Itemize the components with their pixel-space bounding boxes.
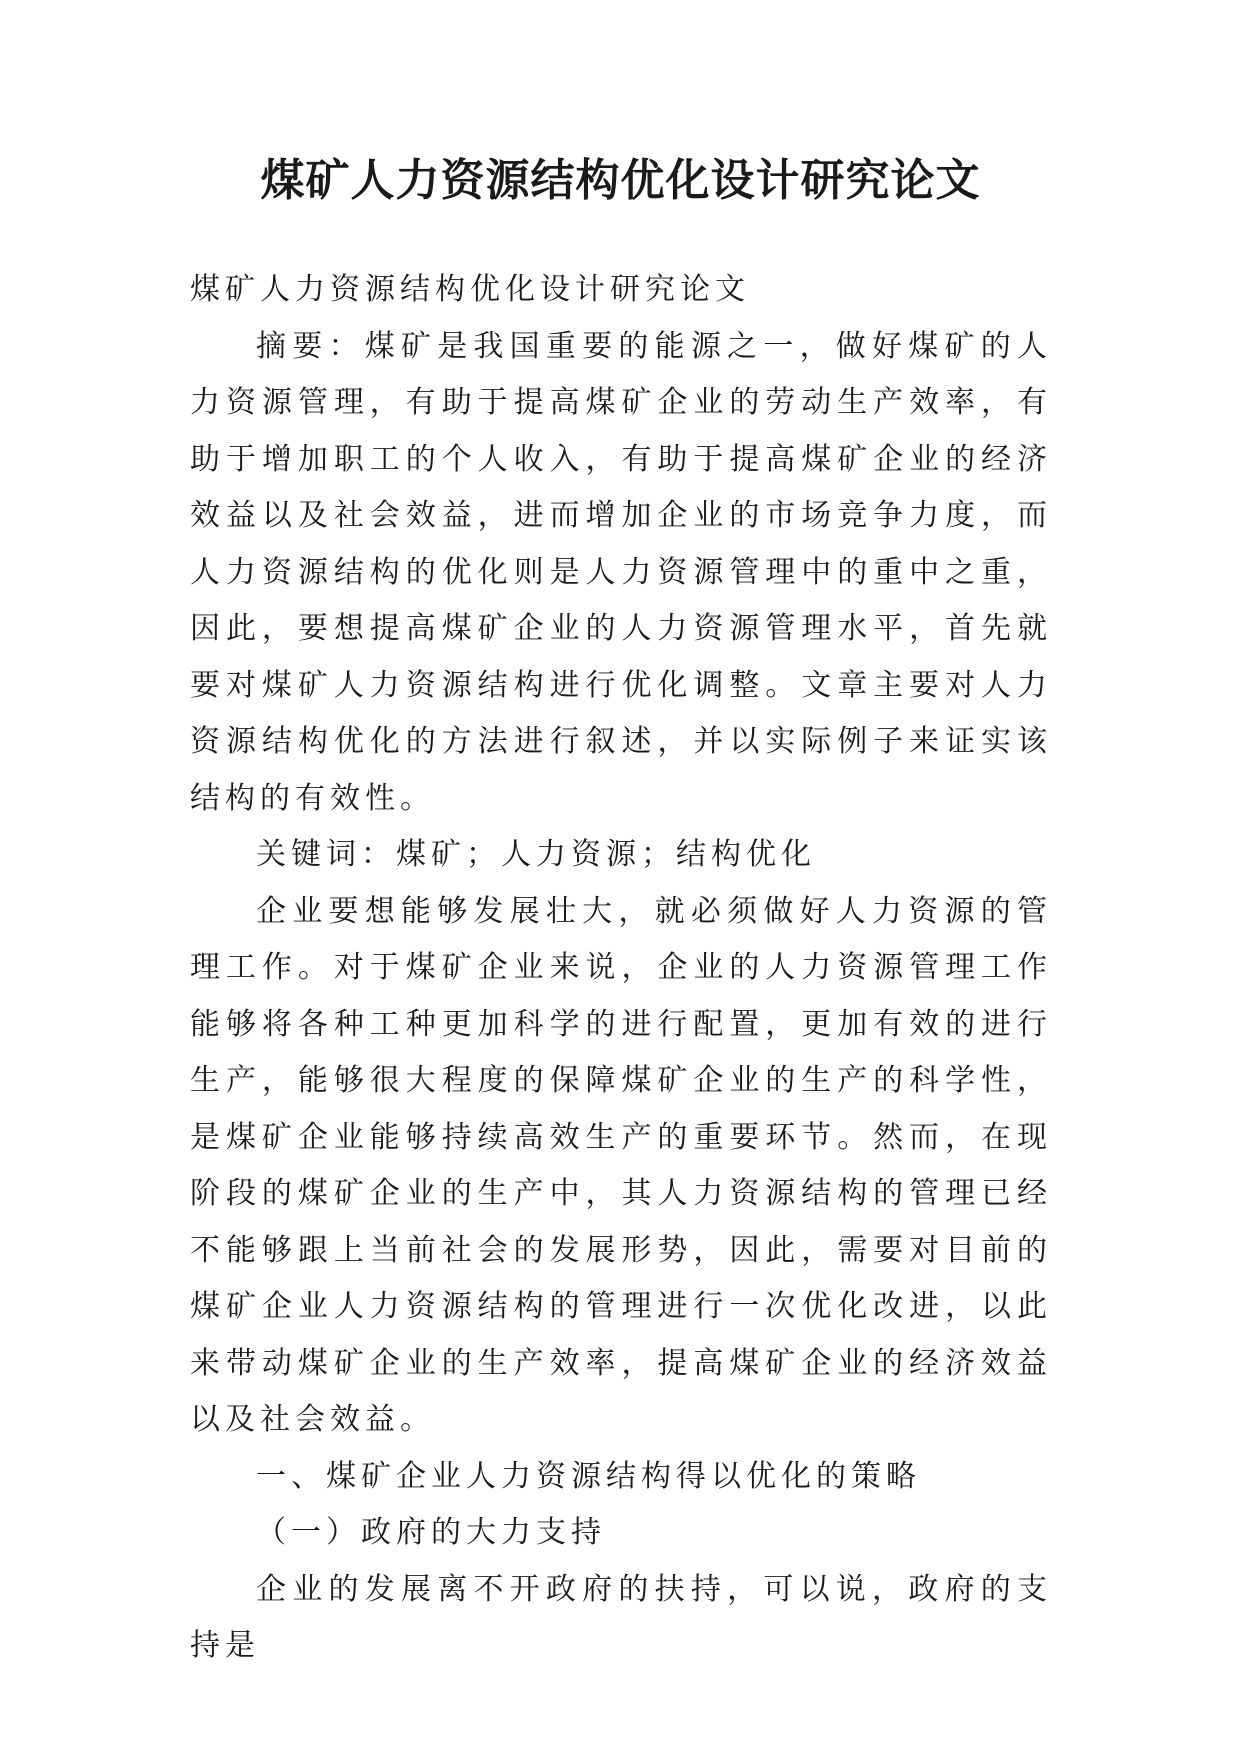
document-body — [190, 262, 1052, 1675]
body-paragraph: 企业的发展离不开政府的扶持，可以说，政府的支持是 — [190, 1571, 1052, 1663]
abstract-paragraph: 摘要：煤矿是我国重要的能源之一，做好煤矿的人力资源管理，有助于提高煤矿企业的劳动生产效率，有助于增加职工的个人收入，有助于提高煤矿企业的经济效益以及社会效益，进而增加企业的市场竞争力度，而人力资源结构的优化则是人力资源管理中的重中之重，因此，要想提高煤矿企业的人力资源管理水平，首先就要对煤矿人力资源结构进行优化调整。文章主要对人力资源结构优化的方法进行叙述，并以实际例子来证实该结构的有效性。 — [190, 328, 1052, 816]
body-paragraph: 企业要想能够发展壮大，就必须做好人力资源的管理工作。对于煤矿企业来说，企业的人力资源管理工作能够将各种工种更加科学的进行配置，更加有效的进行生产，能够很大程度的保障煤矿企业的生产的科学性，是煤矿企业能够持续高效生产的重要环节。然而，在现阶段的煤矿企业的生产中，其人力资源结构的管理已经不能够跟上当前社会的发展形势，因此，需要对目前的煤矿企业人力资源结构的管理进行一次优化改进，以此来带动煤矿企业的生产效率，提高煤矿企业的经济效益以及社会效益。 — [190, 893, 1052, 1437]
keywords-paragraph: 关键词：煤矿；人力资源；结构优化 — [256, 837, 816, 872]
subsection-heading: （一）政府的大力支持 — [256, 1515, 606, 1550]
body-paragraph: 煤矿人力资源结构优化设计研究论文 — [190, 272, 750, 307]
document-title: 煤矿人力资源结构优化设计研究论文 — [260, 155, 981, 206]
section-heading: 一、煤矿企业人力资源结构得以优化的策略 — [256, 1458, 921, 1494]
